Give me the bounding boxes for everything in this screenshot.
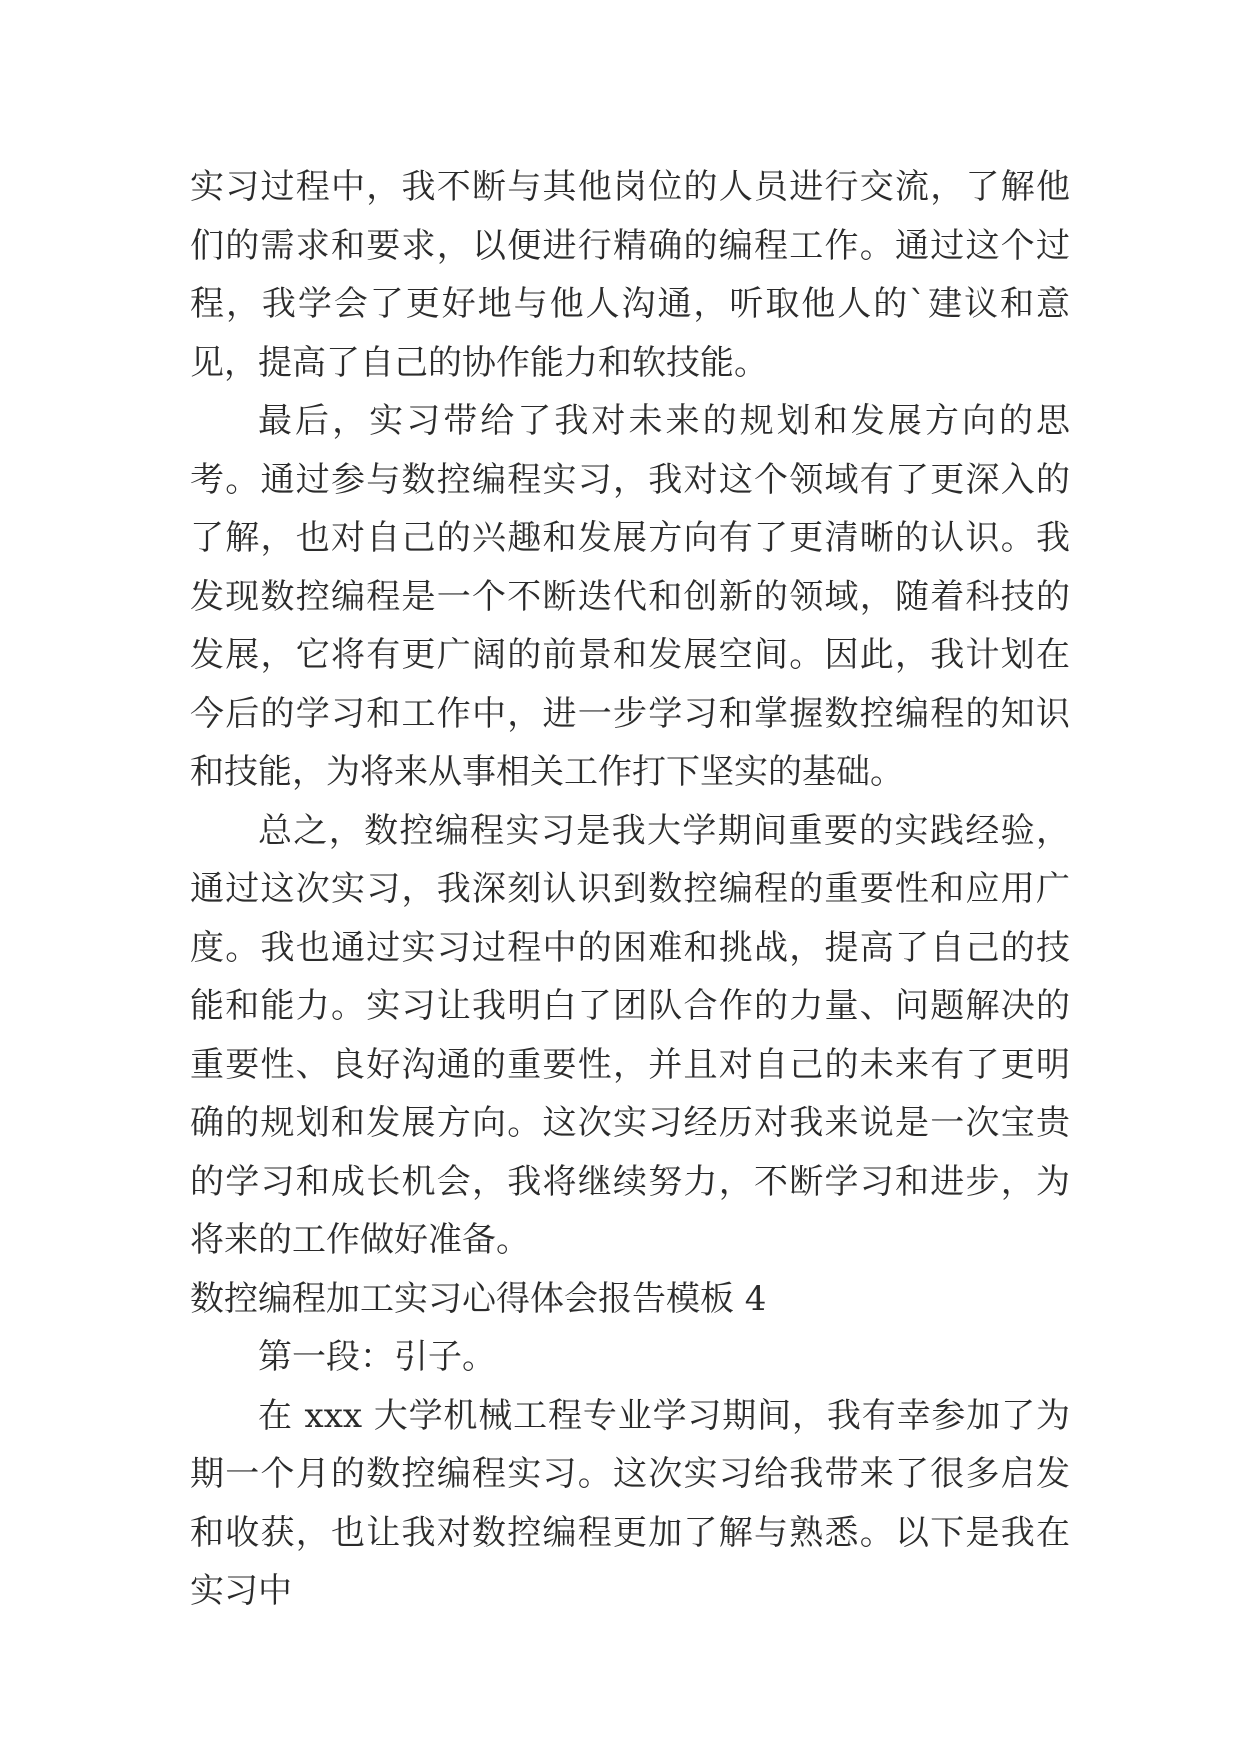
paragraph-part-one-label: 第一段：引子。 — [258, 1337, 496, 1377]
paragraph-future-planning: 最后，实习带给了我对未来的规划和发展方向的思考。通过参与数控编程实习，我对这个领域有了更深入的了解，也对自己的兴趣和发展方向有了更清晰的认识。我发现数控编程是一个不断迭代和创新的领域，随着科技的发展，它将有更广阔的前景和发展空间。因此，我计划在今后的学习和工作中，进一步学习和掌握数控编程的知识和技能，为将来从事相关工作打下坚实的基础。 — [190, 401, 1070, 792]
document-body — [190, 158, 1070, 1621]
paragraph-introduction: 在 xxx 大学机械工程专业学习期间，我有幸参加了为期一个月的数控编程实习。这次实习给我带来了很多启发和收获，也让我对数控编程更加了解与熟悉。以下是我在实习中 — [190, 1395, 1070, 1611]
paragraph-collaboration: 实习过程中，我不断与其他岗位的人员进行交流，了解他们的需求和要求，以便进行精确的编程工作。通过这个过程，我学会了更好地与他人沟通，听取他人的`建议和意见，提高了自己的协作能力和软技能。 — [190, 167, 1070, 383]
section-title: 数控编程加工实习心得体会报告模板 4 — [190, 1278, 767, 1319]
paragraph-conclusion: 总之，数控编程实习是我大学期间重要的实践经验，通过这次实习，我深刻认识到数控编程的重要性和应用广度。我也通过实习过程中的困难和挑战，提高了自己的技能和能力。实习让我明白了团队合作的力量、问题解决的重要性、良好沟通的重要性，并且对自己的未来有了更明确的规划和发展方向。这次实习经历对我来说是一次宝贵的学习和成长机会，我将继续努力，不断学习和进步，为将来的工作做好准备。 — [190, 810, 1070, 1260]
